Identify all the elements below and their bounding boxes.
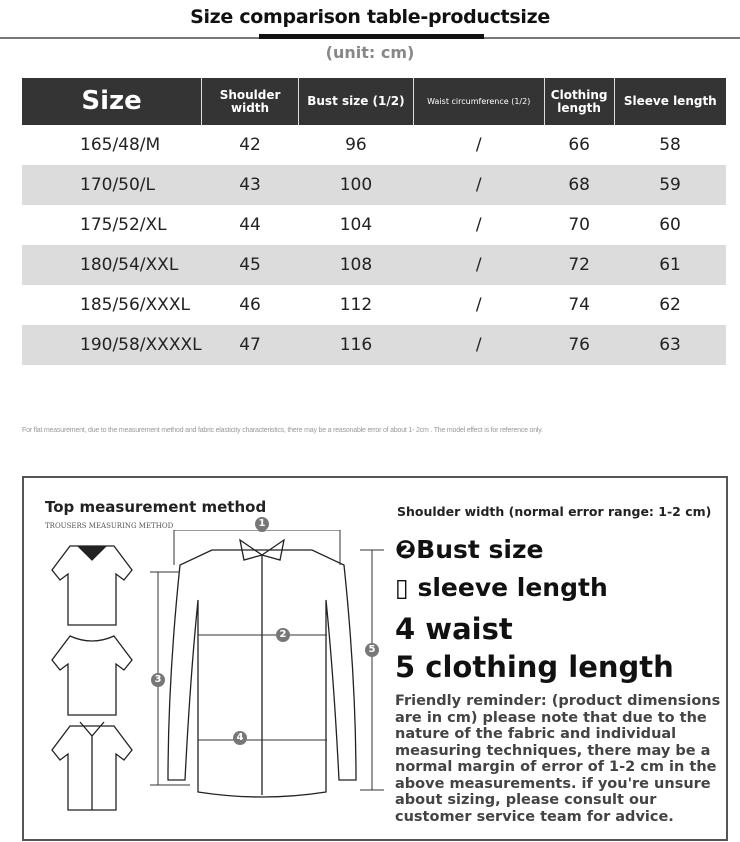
long-sleeve-shirt-icon [168,540,356,797]
polo-shirt-icon [52,546,132,625]
table-cell: 42 [239,135,261,155]
table-cell: 96 [345,135,367,155]
table-cell: 62 [659,295,681,315]
table-cell: / [413,325,544,365]
measurement-note: For flat measurement, due to the measurement method and fabric elasticity characteristics, there may be a reasonable error of about 1- 2cm . The model effect is for reference only. [22,427,543,434]
table-cell: 58 [659,135,681,155]
table-cell: 116 [299,325,414,365]
table-cell: 185/56/XXXL [80,295,190,315]
table-row [22,285,726,325]
table-cell: 165/48/M [80,135,161,155]
table-cell: 44 [239,215,261,235]
marker-2: 2 [276,628,290,642]
table-cell: 170/50/L [22,165,202,205]
friendly-reminder: Friendly reminder: (product dimensions are in cm) please note that due to the nature of the fabric and individual measuring techniques, there may be a normal margin of error of 1-2 cm in the above measurements. if you're unsure about sizing, please consult our customer service team for advice. [395,693,721,825]
marker-5: 5 [365,643,379,657]
header-size: Size [22,78,202,125]
table-cell: 46 [239,295,261,315]
tshirt-icon [52,636,132,715]
header-sleeve: Sleeve length [614,78,726,125]
table-cell: 104 [339,215,373,235]
item-bust-size: ❷Bust size [395,535,544,564]
table-cell: / [475,135,482,155]
item-waist: 4 waist [395,612,513,646]
header-shoulder: Shoulder width [202,78,299,125]
table-row [22,245,726,285]
table-cell: 108 [299,245,414,285]
table-cell: 61 [614,245,726,285]
marker-4: 4 [233,731,247,745]
table-cell: 47 [202,325,299,365]
table-cell: 59 [614,165,726,205]
table-cell: 100 [299,165,414,205]
table-row [22,205,726,245]
table-cell: / [413,245,544,285]
unit-label: (unit: cm) [325,43,415,62]
title-underline [259,34,484,39]
size-table [22,78,726,365]
item-sleeve-length: ▯ sleeve length [395,573,608,602]
table-cell: 68 [544,165,614,205]
method-subtitle: TROUSERS MEASURING METHOD [45,522,174,530]
shirt-diagram [40,530,390,830]
item-shoulder-width: Shoulder width (normal error range: 1-2 cm) [397,504,712,519]
item-clothing-length: 5 clothing length [395,650,674,684]
table-cell: 76 [544,325,614,365]
table-cell: 66 [568,135,590,155]
table-cell: 112 [339,295,373,315]
marker-3: 3 [151,673,165,687]
table-cell: 74 [568,295,590,315]
table-cell: 45 [202,245,299,285]
header-clothing: Clothing length [544,78,614,125]
button-shirt-icon [52,722,132,810]
table-cell: 175/52/XL [80,215,167,235]
table-cell: 180/54/XXL [22,245,202,285]
table-row [22,165,726,205]
table-cell: / [475,215,482,235]
method-title: Top measurement method [45,498,267,516]
table-header [22,78,726,125]
table-cell: 70 [568,215,590,235]
table-row [22,125,726,165]
table-cell: 190/58/XXXXL [22,325,202,365]
table-cell: / [475,295,482,315]
table-row [22,325,726,365]
table-cell: / [413,165,544,205]
table-cell: 63 [614,325,726,365]
header-waist: Waist circumference (1/2) [413,78,544,125]
table-cell: 43 [202,165,299,205]
marker-1: 1 [255,517,269,531]
page-title: Size comparison table-productsize [190,6,550,28]
header-bust: Bust size (1/2) [299,78,414,125]
table-cell: 72 [544,245,614,285]
table-cell: 60 [659,215,681,235]
